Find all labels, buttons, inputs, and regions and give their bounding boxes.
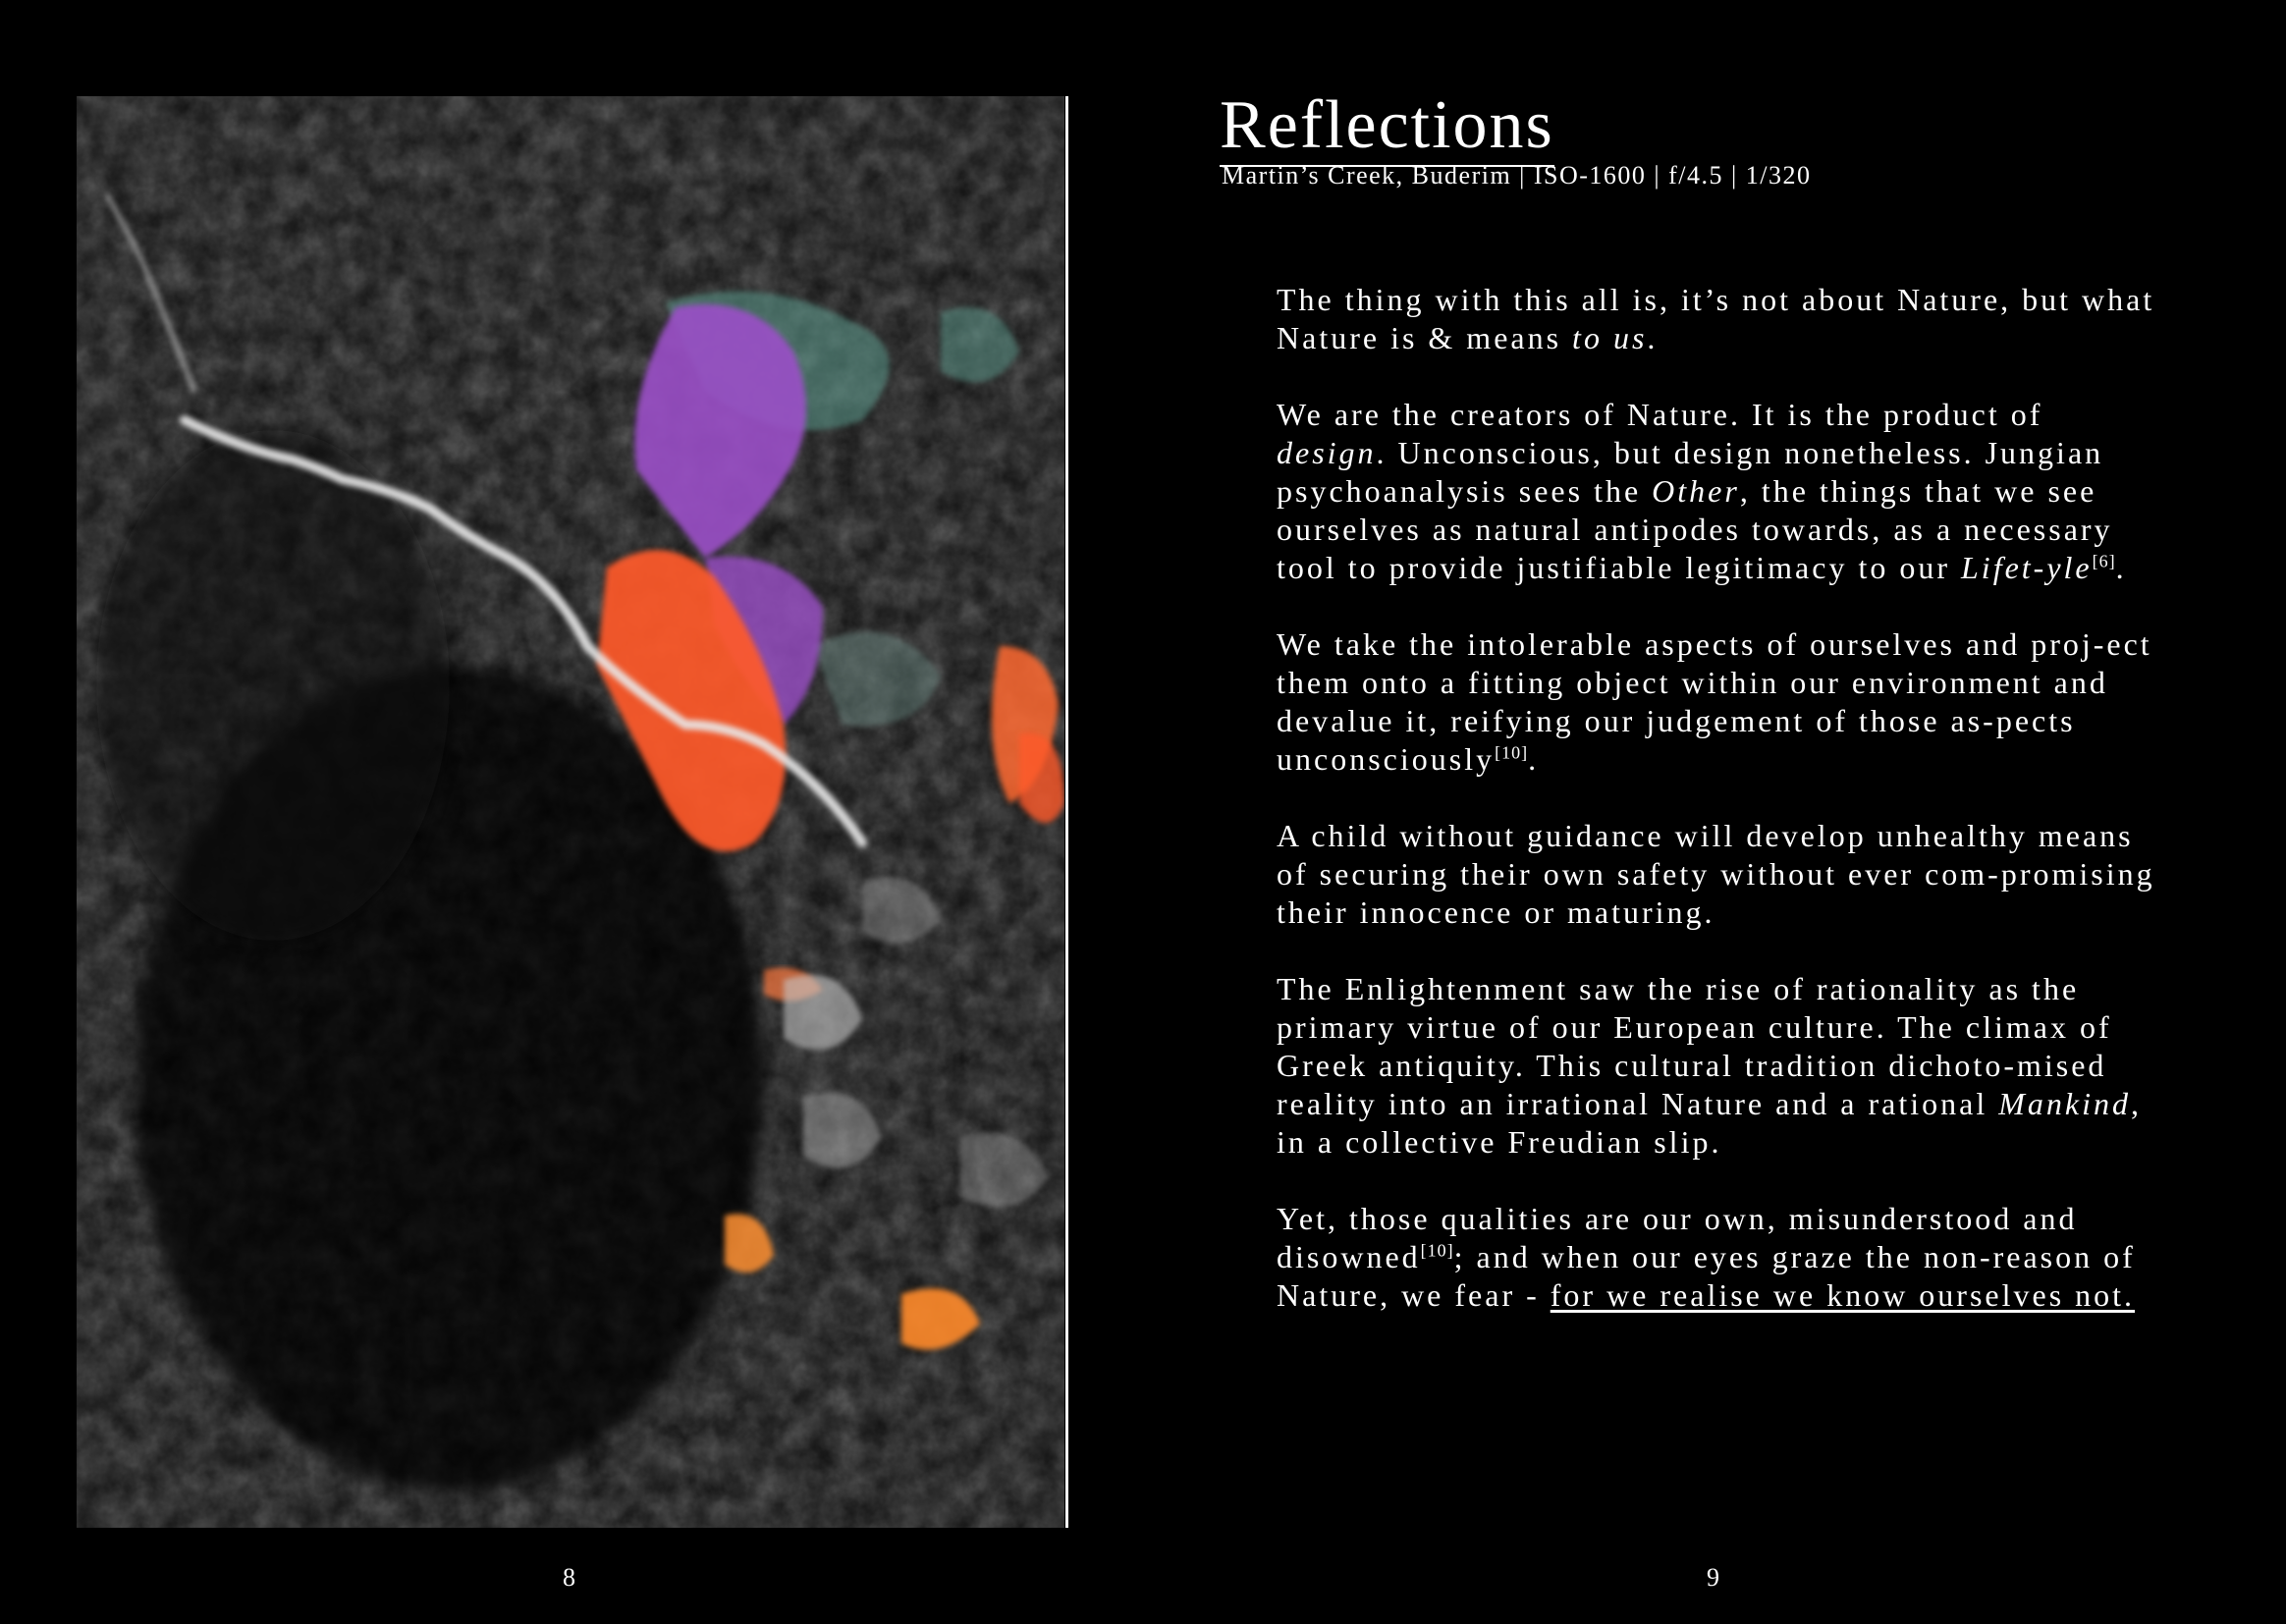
paragraph-6: Yet, those qualities are our own, misunderstood and disowned[10]; and when our eyes graze the non-reason of Nature, we fear - for we realise we know ourselves not.: [1277, 1201, 2136, 1313]
photo-illustration: [77, 96, 1064, 1528]
page-number-right: 9: [1707, 1563, 1719, 1592]
essay-body: [1277, 281, 2160, 1353]
photo-caption: Martin’s Creek, Buderim | ISO-1600 | f/4.5 | 1/320: [1222, 161, 1812, 189]
paragraph-4: A child without guidance will develop unhealthy means of securing their own safety without ever com-promising their innocence or maturing.: [1277, 818, 2155, 930]
abstract-photo: [77, 96, 1064, 1528]
closing-phrase: for we realise we know ourselves not.: [1550, 1277, 2136, 1313]
citation-10-b: [10]: [1420, 1240, 1454, 1261]
paragraph-5: The Enlightenment saw the rise of rationality as the primary virtue of our European culture. The climax of Greek antiquity. This cultural tradition dichoto-mised reality into an irrational Nature and a rational Mankind, in a collective Freudian slip.: [1277, 971, 2142, 1160]
citation-10: [10]: [1495, 742, 1529, 763]
page-gutter-line: [1065, 96, 1068, 1528]
paragraph-3: We take the intolerable aspects of ourselves and proj-ect them onto a fitting object within our environment and devalue it, reifying our judgement of those as-pects unconsciously[10].: [1277, 626, 2152, 777]
page-number-left: 8: [563, 1563, 575, 1592]
page-title: Reflections: [1220, 86, 1554, 167]
citation-6: [6]: [2092, 551, 2116, 571]
paragraph-1: The thing with this all is, it’s not about Nature, but what Nature is & means to us.: [1277, 282, 2155, 355]
paragraph-2: We are the creators of Nature. It is the product of design. Unconscious, but design nonetheless. Jungian psychoanalysis sees the Other, the things that we see ourselves as natural antipodes towards, as a necessary tool to provide justifiable legitimacy to our Lifet-yle[6].: [1277, 397, 2127, 585]
